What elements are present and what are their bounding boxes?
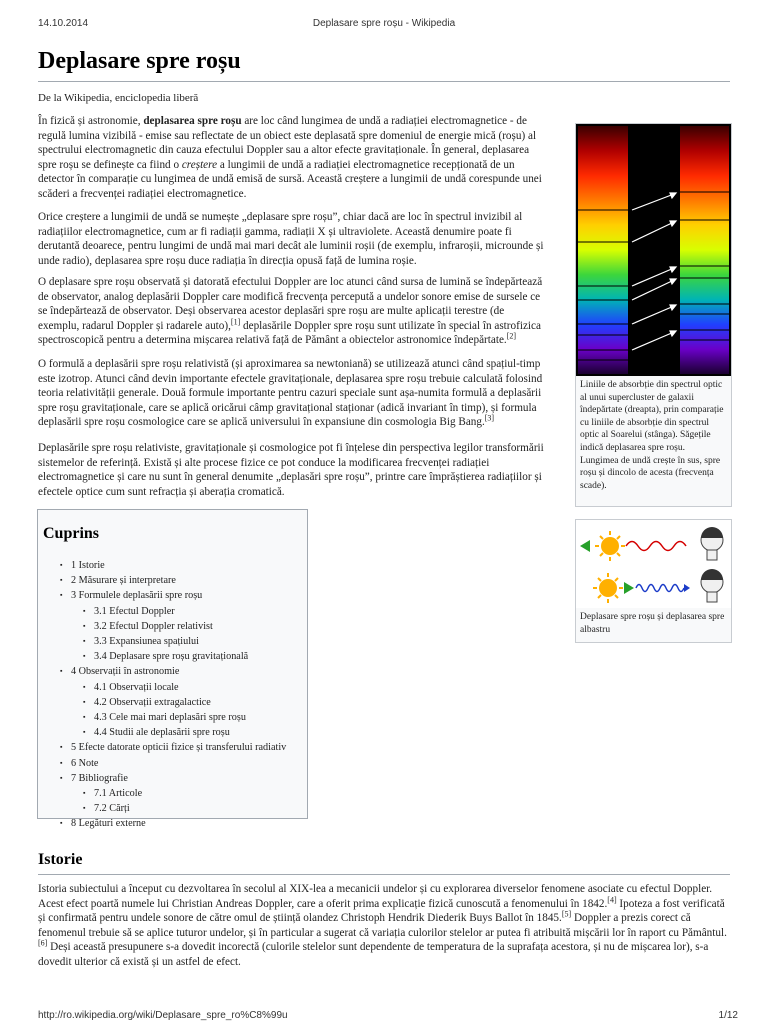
toc-item[interactable] xyxy=(60,664,286,679)
toc-item[interactable] xyxy=(60,695,286,710)
bullet-icon: ▪ xyxy=(83,606,86,615)
toc-item-label: 4.2 Observații extragalactice xyxy=(94,696,211,708)
paragraph-2: Orice creștere a lungimii de undă se numește „deplasare spre roșu”, chiar dacă are loc în spectrul invizibil al radiațiilor electromagnetice, cum ar fi radiații gamma, radiații X și ultraviolete. Această denumire poate fi derutantă deoarece, pentru lungimi de undă mai mari decât ale luminii roșii (de exemplu, infraroșii, microunde și unde radio), deplasarea spre roșu duce radiația în direcția opusă față de lumina roșie. xyxy=(38,211,544,267)
bullet-icon: ▪ xyxy=(83,804,86,813)
paragraph-5: Deplasările spre roșu relativiste, gravitaționale și cosmologice pot fi înțelese din perspectiva legilor transformării sistemelor de referință. Există și alte procese fizice ce pot conduce la modificarea frecvenței radiației electromagnetice și care nu sunt în general denumite „deplasări spre roșu”, printre care împrăștierea radiațiilor și efectele optice cum sunt refracția și aberația cromatică. xyxy=(38,442,544,498)
toc-item[interactable] xyxy=(60,558,286,573)
toc-item[interactable] xyxy=(60,725,286,740)
bullet-icon: ▪ xyxy=(60,561,63,569)
print-page-title: Deplasare spre roșu - Wikipedia xyxy=(312,18,456,29)
ref-link[interactable]: [2] xyxy=(506,331,517,341)
toc-item-label: 3.2 Efectul Doppler relativist xyxy=(94,620,213,632)
toc-item-label: 4.1 Observații locale xyxy=(94,681,179,693)
toc-item-label: 7 Bibliografie xyxy=(71,772,128,784)
doppler-image xyxy=(576,520,731,608)
ref-link[interactable]: [4] xyxy=(607,894,617,904)
toc-item-label: 6 Note xyxy=(71,757,99,769)
toc-item-label: 7.2 Cărți xyxy=(94,803,130,815)
paragraph-4: O formulă a deplasării spre roșu relativistă (și aproximarea sa newtoniană) se utilizează atunci când spațiul-timp este izotrop. Atunci când devin importante efectele gravitaționale, deplasarea spre roșu trebuie calculată folosind teoria relativității generale. Două formule importante pentru cazuri speciale sunt așa-numita formulă a deplasării spre roșu gravitaționale, care se aplică oricărui câmp gravitațional staționar (adică invariant în timp), și formula deplasării spre roșu cosmologice care se aplică universului în expansiune din cosmologia Big Bang.[3] xyxy=(38,358,543,429)
toc-item[interactable] xyxy=(60,710,286,725)
paragraph-istorie: Istoria subiectului a început cu dezvoltarea în secolul al XIX-lea a mecanicii undelor și cu explorarea diverselor fenomene asociate cu efectul Doppler. Acest efect poartă numele lui Christian Andreas Doppler, care a oferit prima explicație fizică cunoscută a fenomenului în 1842.[4] Ipoteza a fost verificată și confirmată pentru undele sonore de către omul de știință olandez Christoph Hendrik Diederik Buys Ballot în 1845.[5] Doppler a prezis corect că fenomenul trebuie să se aplice tuturor undelor, și în particular a sugerat că variația culorilor stelelor ar putea fi atribuită mișcării lor în raport cu Pământul.[6] Deși această presupunere s-a dovedit incorectă (culorile stelelor sunt dependente de temperatura de la suprafața acestora, și nu de mișcarea lor), s-a dovedit ulterior că există și un astfel de efect. xyxy=(38,883,727,968)
paragraph-intro: În fizică și astronomie, deplasarea spre roșu are loc când lungimea de undă a radiației electromagnetice - de regulă lumina vizibilă - emise sau reflectate de un obiect este deplasată spre domeniul de energie mică (roșu) al spectrului electromagnetic din cauza efectului Doppler sau a altor efecte gravitaționale. În general, deplasarea spre roșu se definește ca fiind o creștere a lungimii de undă a radiației electromagnetice recepționată de un detector în comparație cu lungimea de undă emisă de sursă. Această creștere a lungimii de undă corespunde unei scăderi a frecvenței radiației electromagnetice. xyxy=(38,115,542,200)
bullet-icon: ▪ xyxy=(60,773,63,782)
toc-item-label: 2 Măsurare și interpretare xyxy=(71,575,176,587)
toc-item[interactable] xyxy=(60,680,286,695)
toc-item[interactable] xyxy=(60,816,286,831)
ref-link[interactable]: [6] xyxy=(38,938,48,948)
print-header xyxy=(0,0,768,28)
bullet-icon: ▪ xyxy=(60,576,63,585)
toc-item-label: 3.3 Expansiunea spațiului xyxy=(94,636,199,648)
toc-item-label: 4.4 Studii ale deplasării spre roșu xyxy=(94,727,230,739)
toc-item[interactable] xyxy=(60,786,286,801)
toc-item-label: 5 Efecte datorate opticii fizice și transferului radiativ xyxy=(71,742,287,754)
toc-item-label: 7.1 Articole xyxy=(94,788,143,800)
bullet-icon: ▪ xyxy=(83,789,86,798)
toc-item[interactable] xyxy=(60,771,286,786)
tagline: De la Wikipedia, enciclopedia liberă xyxy=(38,92,199,104)
bullet-icon: ▪ xyxy=(83,713,86,722)
toc-item-label: 8 Legături externe xyxy=(71,818,146,830)
bullet-icon: ▪ xyxy=(60,819,63,828)
toc-item[interactable] xyxy=(60,619,286,634)
toc-item-label: 3 Formulele deplasării spre roșu xyxy=(71,590,203,602)
bullet-icon: ▪ xyxy=(60,667,63,676)
figure-spectrum-caption: Liniile de absorbție din spectrul optic al unui supercluster de galaxii îndepărtate (dreapta), prin comparație cu liniile de absorbție din spectrul optic al Soarelui (stânga). Săgețile indică deplasarea spre roșu. Lungimea de undă crește în sus, spre roșu și dincolo de acesta (frecvența scade). xyxy=(580,380,724,491)
print-url: http://ro.wikipedia.org/wiki/Deplasare_spre_ro%C8%99u xyxy=(38,1010,288,1021)
toc-item[interactable] xyxy=(60,604,286,619)
toc-item[interactable] xyxy=(60,649,286,664)
toc-item-label: 4 Observații în astronomie xyxy=(71,666,180,678)
bullet-icon: ▪ xyxy=(83,697,86,706)
toc-list xyxy=(60,558,286,832)
section-heading-istorie: Istorie xyxy=(38,851,83,868)
bullet-icon: ▪ xyxy=(83,637,86,646)
italic-link[interactable]: creștere xyxy=(181,158,218,171)
spectrum-image xyxy=(576,124,731,376)
figure-doppler[interactable] xyxy=(575,519,732,643)
toc-item[interactable] xyxy=(60,588,286,603)
toc-item[interactable] xyxy=(60,573,286,588)
bullet-icon: ▪ xyxy=(60,591,63,600)
bullet-icon: ▪ xyxy=(83,728,86,737)
bold-term: deplasarea spre roșu xyxy=(143,115,242,127)
print-page-number: 1/12 xyxy=(718,1010,738,1021)
ref-link[interactable]: [3] xyxy=(484,413,495,423)
figure-spectrum[interactable] xyxy=(575,123,732,507)
toc-item-label: 4.3 Cele mai mari deplasări spre roșu xyxy=(94,712,246,724)
paragraph-3: O deplasare spre roșu observată și datorată efectului Doppler are loc atunci când sursa de lumină se îndepărtează de observator, analog deplasării Doppler care modifică frecvența percepută a undelor sonore emise de sursele ce se îndepărtează de observator. Deși observarea acestor deplasări spre roșu are multe aplicații terestre (de exemplu, radarul Doppler și radarele auto),[1] deplasările Doppler spre roșu sunt utilizate în special în astrofizica spectroscopică pentru a determina mișcarea relativă față de Pământ a obiectelor astronomice îndepărtate.[2] xyxy=(38,276,543,347)
toc-item-label: 1 Istorie xyxy=(71,560,105,571)
section-divider xyxy=(38,874,730,875)
toc-item[interactable] xyxy=(60,756,286,771)
toc-item[interactable] xyxy=(60,634,286,649)
bullet-icon: ▪ xyxy=(60,743,63,752)
bullet-icon: ▪ xyxy=(83,621,86,630)
bullet-icon: ▪ xyxy=(83,682,86,691)
ref-link[interactable]: [1] xyxy=(230,317,241,327)
bullet-icon: ▪ xyxy=(60,758,63,767)
figure-doppler-caption: Deplasare spre roșu și deplasarea spre albastru xyxy=(580,612,725,635)
bullet-icon: ▪ xyxy=(83,652,86,661)
ref-link[interactable]: [5] xyxy=(561,909,572,919)
toc-item-label: 3.1 Efectul Doppler xyxy=(94,605,175,617)
toc-item[interactable] xyxy=(60,740,286,755)
toc-title: Cuprins xyxy=(43,525,100,542)
print-date: 14.10.2014 xyxy=(38,18,89,29)
toc-item[interactable] xyxy=(60,801,286,816)
toc-item-label: 3.4 Deplasare spre roșu gravitațională xyxy=(94,651,249,663)
title-divider xyxy=(38,81,730,82)
table-of-contents xyxy=(37,509,308,830)
article-title: Deplasare spre roșu xyxy=(38,48,241,74)
